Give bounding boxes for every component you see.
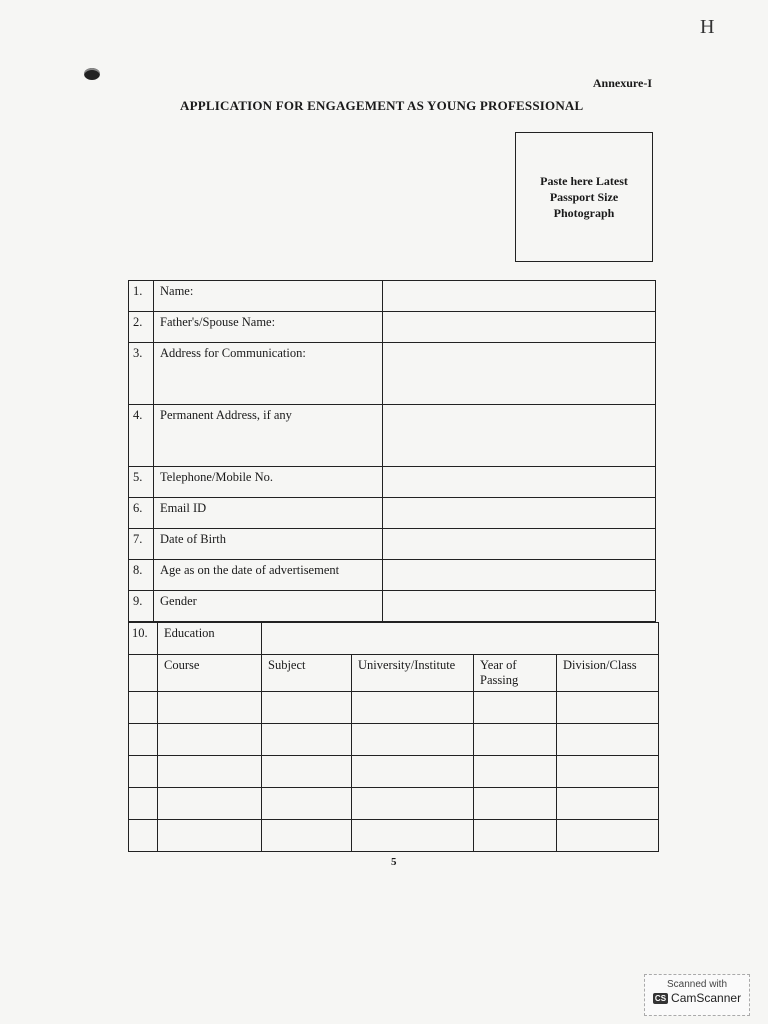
row-number: 1. xyxy=(129,281,154,312)
field-label-email: Email ID xyxy=(154,498,383,529)
table-row xyxy=(129,312,656,343)
entry-cell[interactable] xyxy=(158,756,262,788)
field-label-telephone: Telephone/Mobile No. xyxy=(154,467,383,498)
entry-cell[interactable] xyxy=(158,820,262,852)
education-header-row xyxy=(129,655,659,692)
education-entry-row xyxy=(129,724,659,756)
row-number: 4. xyxy=(129,405,154,467)
field-label-date-of-birth: Date of Birth xyxy=(154,529,383,560)
row-number: 9. xyxy=(129,591,154,622)
education-entry-row xyxy=(129,788,659,820)
row-number: 8. xyxy=(129,560,154,591)
column-header-year-of-passing: Year of Passing xyxy=(474,655,557,692)
table-row xyxy=(129,467,656,498)
annexure-label: Annexure-I xyxy=(592,76,652,90)
header-cell-blank xyxy=(129,655,158,692)
entry-cell[interactable] xyxy=(352,724,474,756)
entry-cell[interactable] xyxy=(352,692,474,724)
column-header-division: Division/Class xyxy=(557,655,659,692)
field-label-father-spouse-name: Father's/Spouse Name: xyxy=(154,312,383,343)
form-title: APPLICATION FOR ENGAGEMENT AS YOUNG PROFESSIONAL xyxy=(180,98,584,113)
table-row xyxy=(129,343,656,405)
field-value-age[interactable] xyxy=(383,560,656,591)
entry-cell xyxy=(129,756,158,788)
row-number: 3. xyxy=(129,343,154,405)
personal-details-table xyxy=(128,280,656,622)
entry-cell xyxy=(129,788,158,820)
table-row xyxy=(129,591,656,622)
entry-cell[interactable] xyxy=(557,692,659,724)
entry-cell xyxy=(129,724,158,756)
education-entry-row xyxy=(129,756,659,788)
entry-cell[interactable] xyxy=(474,756,557,788)
entry-cell[interactable] xyxy=(262,724,352,756)
entry-cell[interactable] xyxy=(262,756,352,788)
entry-cell[interactable] xyxy=(262,788,352,820)
entry-cell[interactable] xyxy=(557,724,659,756)
row-number: 6. xyxy=(129,498,154,529)
entry-cell[interactable] xyxy=(262,692,352,724)
entry-cell[interactable] xyxy=(557,788,659,820)
table-row xyxy=(129,281,656,312)
photo-line-1: Paste here Latest xyxy=(540,174,628,188)
entry-cell[interactable] xyxy=(474,692,557,724)
entry-cell[interactable] xyxy=(158,724,262,756)
entry-cell[interactable] xyxy=(474,820,557,852)
entry-cell[interactable] xyxy=(352,820,474,852)
entry-cell[interactable] xyxy=(158,692,262,724)
table-row xyxy=(129,498,656,529)
field-value-permanent-address[interactable] xyxy=(383,405,656,467)
column-header-course: Course xyxy=(158,655,262,692)
table-row xyxy=(129,529,656,560)
education-label: Education xyxy=(158,623,262,655)
photo-box xyxy=(515,132,653,262)
camscanner-logo-icon: CS xyxy=(654,993,667,1003)
table-row xyxy=(129,405,656,467)
entry-cell[interactable] xyxy=(158,788,262,820)
entry-cell[interactable] xyxy=(557,756,659,788)
field-value-father-spouse-name[interactable] xyxy=(383,312,656,343)
entry-cell xyxy=(129,820,158,852)
row-number: 5. xyxy=(129,467,154,498)
field-label-permanent-address: Permanent Address, if any xyxy=(154,405,383,467)
row-number: 7. xyxy=(129,529,154,560)
field-value-name[interactable] xyxy=(383,281,656,312)
entry-cell xyxy=(129,692,158,724)
entry-cell[interactable] xyxy=(474,724,557,756)
photo-line-3: Photograph xyxy=(553,206,615,220)
entry-cell[interactable] xyxy=(352,788,474,820)
column-header-subject: Subject xyxy=(262,655,352,692)
scanner-line-1: Scanned with xyxy=(666,979,728,990)
field-label-name: Name: xyxy=(154,281,383,312)
field-label-gender: Gender xyxy=(154,591,383,622)
entry-cell[interactable] xyxy=(262,820,352,852)
field-value-gender[interactable] xyxy=(383,591,656,622)
entry-cell[interactable] xyxy=(352,756,474,788)
field-value-telephone[interactable] xyxy=(383,467,656,498)
field-value-email[interactable] xyxy=(383,498,656,529)
education-table xyxy=(128,622,659,852)
photo-line-2: Passport Size xyxy=(549,190,619,204)
punch-hole xyxy=(84,68,100,80)
entry-cell[interactable] xyxy=(474,788,557,820)
education-entry-row xyxy=(129,820,659,852)
table-row xyxy=(129,623,659,655)
education-value xyxy=(262,623,659,655)
page-number: 5 xyxy=(391,856,397,868)
scanner-watermark xyxy=(644,974,750,1016)
scanner-brand xyxy=(645,991,749,1005)
education-entry-row xyxy=(129,692,659,724)
field-value-communication-address[interactable] xyxy=(383,343,656,405)
field-label-age: Age as on the date of advertisement xyxy=(154,560,383,591)
entry-cell[interactable] xyxy=(557,820,659,852)
row-number: 2. xyxy=(129,312,154,343)
table-row xyxy=(129,560,656,591)
field-label-communication-address: Address for Communication: xyxy=(154,343,383,405)
field-value-date-of-birth[interactable] xyxy=(383,529,656,560)
row-number: 10. xyxy=(129,623,158,655)
scanner-line-2: CamScanner xyxy=(671,991,742,1005)
column-header-university: University/Institute xyxy=(352,655,474,692)
page-mark: H xyxy=(700,16,715,38)
